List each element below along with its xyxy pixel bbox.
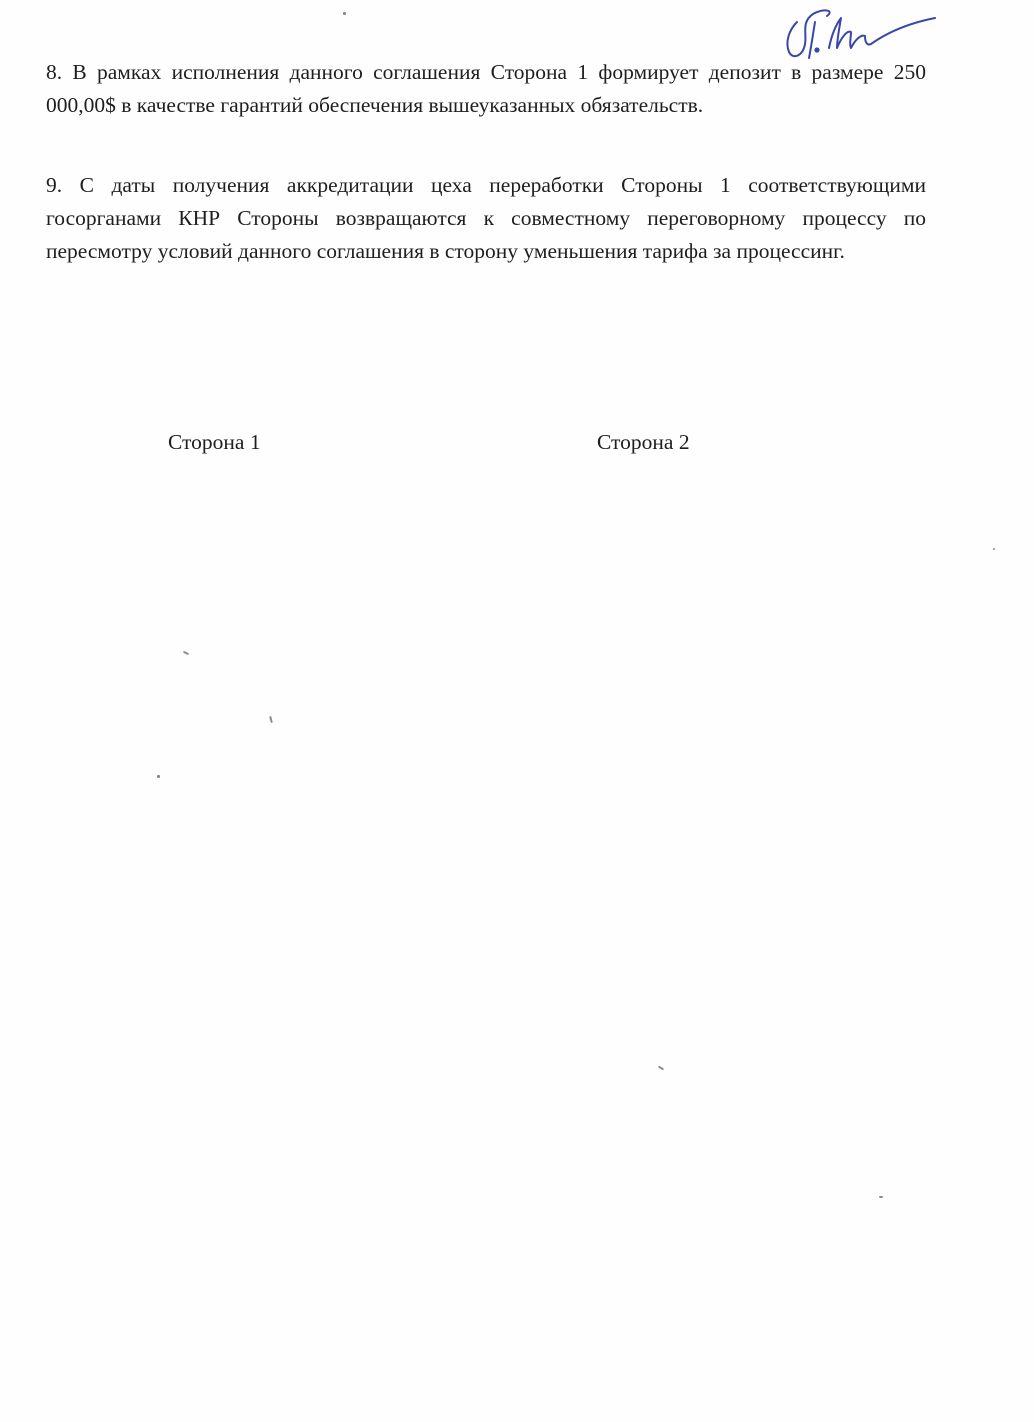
clause-9-paragraph: 9. С даты получения аккредитации цеха переработки Стороны 1 соответствующими госорганами КНР Стороны возвращаются к совместному переговорному процессу по пересмотру условий данного соглашения в сторону уменьшения тарифа за процессинг. xyxy=(46,173,926,263)
scan-speck xyxy=(183,651,189,655)
clause-8-paragraph: 8. В рамках исполнения данного соглашения Сторона 1 формирует депозит в размере 250 000,00$ в качестве гарантий обеспечения вышеуказанных обязательств. xyxy=(46,60,926,117)
scan-speck xyxy=(658,1066,664,1071)
scan-speck xyxy=(993,548,995,550)
party-1-label: Сторона 1 xyxy=(168,430,261,454)
scan-speck xyxy=(879,1196,883,1198)
scan-speck xyxy=(157,775,160,778)
scan-speck xyxy=(343,12,346,15)
scan-speck xyxy=(269,716,273,723)
party-2-label: Сторона 2 xyxy=(597,430,690,454)
